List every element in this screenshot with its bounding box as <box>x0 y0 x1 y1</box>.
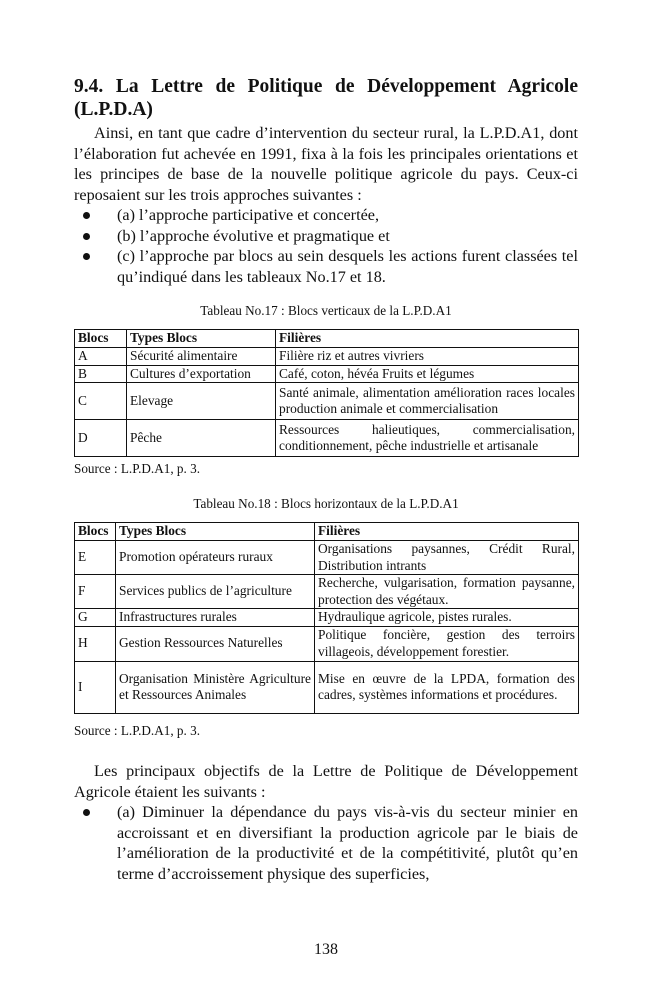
cell-bloc: H <box>75 626 116 661</box>
section-heading: 9.4. La Lettre de Politique de Développement Agricole (L.P.D.A) <box>74 76 578 120</box>
cell-type: Pêche <box>127 420 276 457</box>
cell-bloc: G <box>75 609 116 627</box>
table-row <box>75 348 579 366</box>
list-item-text: (a) Diminuer la dépendance du pays vis-à-vis du secteur minier en accroissant et en diversifiant la production agricole par le biais de l’amélioration de la productivité et de la compétitivité, plutôt qu’en terme d’accroissement physique des superficies, <box>117 803 578 883</box>
cell-filieres: Hydraulique agricole, pistes rurales. <box>315 609 579 627</box>
table17 <box>74 329 579 457</box>
bullet-icon <box>83 253 90 260</box>
cell-filieres: Filière riz et autres vivriers <box>276 348 579 366</box>
column-header-blocs: Blocs <box>75 330 127 348</box>
cell-bloc: B <box>75 365 127 383</box>
column-header-types-blocs: Types Blocs <box>116 523 315 541</box>
cell-type: Services publics de l’agriculture <box>116 575 315 609</box>
objectives-list <box>74 802 578 884</box>
cell-filieres: Ressources halieutiques, commercialisation, conditionnement, pêche industrielle et artisanale <box>276 420 579 457</box>
bullet-icon <box>83 233 90 240</box>
table18-source: Source : L.P.D.A1, p. 3. <box>74 723 201 738</box>
list-item <box>74 226 578 247</box>
table17-source: Source : L.P.D.A1, p. 3. <box>74 461 201 476</box>
cell-filieres: Café, coton, hévéa Fruits et légumes <box>276 365 579 383</box>
table-row <box>75 609 579 627</box>
cell-bloc: C <box>75 383 127 420</box>
cell-bloc: F <box>75 575 116 609</box>
intro-paragraph-text: Ainsi, en tant que cadre d’intervention du secteur rural, la L.P.D.A1, dont l’élaboration fut achevée en 1991, fixa à la fois les principales orientations et les principes de base de la nouvelle politique agricole du pays. Ceux-ci reposaient sur les trois approches suivantes : <box>74 124 578 204</box>
objectives-paragraph <box>74 761 578 802</box>
table-row <box>75 541 579 575</box>
approaches-list <box>74 205 578 287</box>
list-item-text: (b) l’approche évolutive et pragmatique et <box>117 226 390 245</box>
page-number: 138 <box>314 941 338 958</box>
list-item-text: (c) l’approche par blocs au sein desquels les actions furent classées tel qu’indiqué dans les tableaux No.17 et 18. <box>117 247 578 286</box>
cell-filieres: Recherche, vulgarisation, formation paysanne, protection des végétaux. <box>315 575 579 609</box>
cell-filieres: Santé animale, alimentation amélioration races locales production animale et commercialisation <box>276 383 579 420</box>
list-item <box>74 205 578 226</box>
table-row <box>75 365 579 383</box>
bullet-icon <box>83 212 90 219</box>
cell-type: Cultures d’exportation <box>127 365 276 383</box>
cell-filieres: Mise en œuvre de la LPDA, formation des cadres, systèmes informations et procédures. <box>315 661 579 713</box>
cell-type: Gestion Ressources Naturelles <box>116 626 315 661</box>
intro-paragraph <box>74 123 578 205</box>
cell-filieres: Organisations paysannes, Crédit Rural, Distribution intrants <box>315 541 579 575</box>
table18-caption: Tableau No.18 : Blocs horizontaux de la L.P.D.A1 <box>193 496 459 511</box>
list-item <box>74 246 578 287</box>
list-item <box>74 802 578 884</box>
bullet-icon <box>83 809 90 816</box>
table-row <box>75 661 579 713</box>
table-header-row <box>75 523 579 541</box>
column-header-blocs: Blocs <box>75 523 116 541</box>
cell-bloc: A <box>75 348 127 366</box>
table17-caption: Tableau No.17 : Blocs verticaux de la L.P.D.A1 <box>200 303 452 318</box>
cell-type: Organisation Ministère Agriculture et Ressources Animales <box>116 661 315 713</box>
cell-type: Sécurité alimentaire <box>127 348 276 366</box>
table-header-row <box>75 330 579 348</box>
cell-bloc: D <box>75 420 127 457</box>
column-header-filieres: Filières <box>315 523 579 541</box>
column-header-types-blocs: Types Blocs <box>127 330 276 348</box>
table-row <box>75 626 579 661</box>
cell-bloc: I <box>75 661 116 713</box>
cell-filieres: Politique foncière, gestion des terroirs villageois, développement forestier. <box>315 626 579 661</box>
table-row <box>75 383 579 420</box>
cell-bloc: E <box>75 541 116 575</box>
cell-type: Infrastructures rurales <box>116 609 315 627</box>
column-header-filieres: Filières <box>276 330 579 348</box>
table-row <box>75 575 579 609</box>
cell-type: Promotion opérateurs ruraux <box>116 541 315 575</box>
objectives-paragraph-text: Les principaux objectifs de la Lettre de Politique de Développement Agricole étaient les suivants : <box>74 762 578 801</box>
cell-type: Elevage <box>127 383 276 420</box>
table18 <box>74 522 579 714</box>
table-row <box>75 420 579 457</box>
list-item-text: (a) l’approche participative et concertée, <box>117 206 379 224</box>
